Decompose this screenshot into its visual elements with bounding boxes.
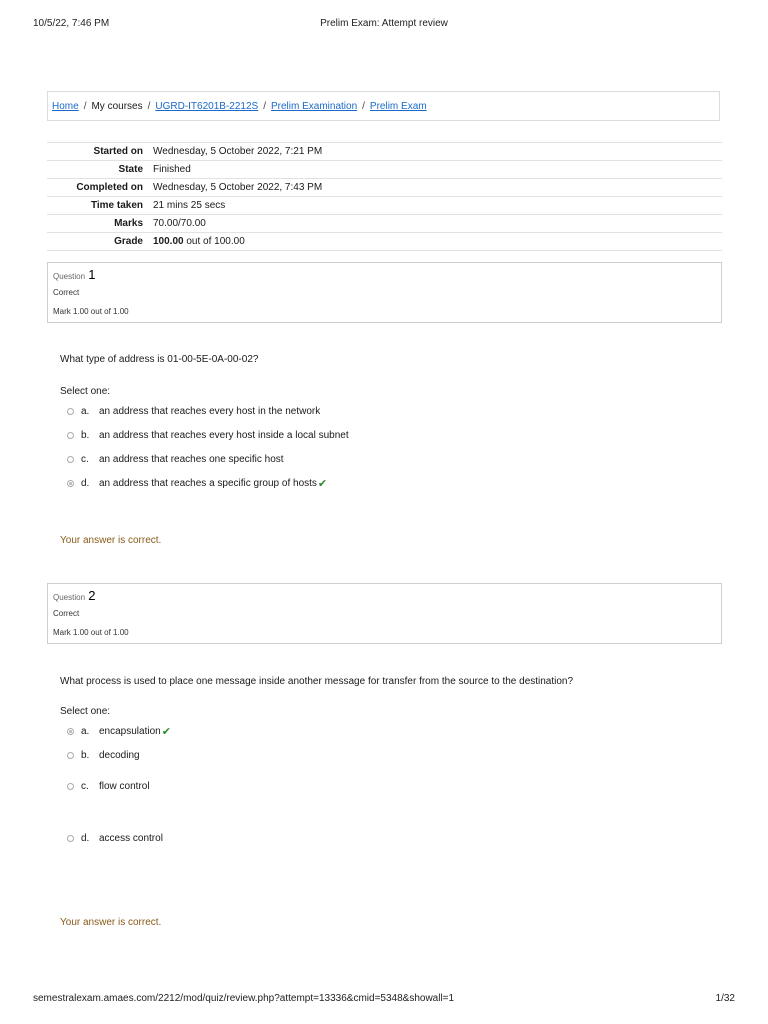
breadcrumb-home-link[interactable]: Home: [52, 100, 79, 112]
option-text: an address that reaches one specific host: [99, 454, 284, 465]
breadcrumb-course-link[interactable]: UGRD-IT6201B-2212S: [155, 100, 259, 112]
radio-button[interactable]: [67, 408, 74, 415]
breadcrumb: [47, 91, 720, 121]
summary-row-state: [47, 161, 722, 179]
print-page-title: Prelim Exam: Attempt review: [320, 18, 448, 29]
summary-value: 21 mins 25 secs: [147, 197, 722, 215]
question-number: 1: [88, 267, 96, 282]
question-text: What type of address is 01-00-5E-0A-00-02?: [60, 354, 259, 365]
radio-button[interactable]: [67, 783, 74, 790]
question-state: Correct: [53, 288, 80, 297]
summary-label: State: [47, 161, 147, 179]
summary-row-time-taken: [47, 197, 722, 215]
radio-button[interactable]: [67, 835, 74, 842]
summary-row-marks: [47, 215, 722, 233]
grade-score: 100.00: [153, 236, 184, 247]
radio-button[interactable]: [67, 456, 74, 463]
summary-label: Completed on: [47, 179, 147, 197]
radio-button[interactable]: [67, 432, 74, 439]
summary-label: Marks: [47, 215, 147, 233]
select-one-label: Select one:: [60, 706, 111, 717]
option-text: an address that reaches every host inside a local subnet: [99, 430, 349, 441]
summary-row-started: [47, 143, 722, 161]
option-letter: d.: [81, 478, 90, 489]
option-letter: a.: [81, 406, 90, 417]
question-mark: Mark 1.00 out of 1.00: [53, 307, 129, 316]
breadcrumb-separator: /: [362, 100, 365, 112]
radio-button-selected[interactable]: [67, 728, 74, 735]
answer-option-a[interactable]: [67, 725, 171, 738]
breadcrumb-section-link[interactable]: Prelim Examination: [270, 100, 358, 112]
option-letter: c.: [81, 454, 89, 465]
breadcrumb-separator: /: [83, 100, 87, 112]
option-letter: b.: [81, 430, 90, 441]
print-datetime: 10/5/22, 7:46 PM: [33, 18, 110, 29]
option-letter: b.: [81, 750, 90, 761]
option-letter: c.: [81, 781, 89, 792]
summary-label: Time taken: [47, 197, 147, 215]
breadcrumb-quiz-link[interactable]: Prelim Exam: [369, 100, 427, 112]
summary-row-grade: [47, 233, 722, 251]
question-label: Question: [53, 272, 86, 281]
question-number: 2: [88, 588, 96, 603]
answer-option-c[interactable]: [67, 781, 150, 792]
question-info-box: [47, 262, 722, 323]
option-text: flow control: [99, 781, 150, 792]
print-page-number: 1/32: [715, 993, 735, 1004]
option-letter: a.: [81, 726, 90, 737]
option-text: an address that reaches every host in the network: [99, 406, 321, 417]
answer-feedback: Your answer is correct.: [60, 535, 162, 546]
summary-value: Finished: [147, 161, 722, 179]
answer-option-a[interactable]: [67, 406, 320, 417]
summary-value: Wednesday, 5 October 2022, 7:21 PM: [147, 143, 722, 161]
answer-option-b[interactable]: [67, 430, 349, 441]
grade-out-of: out of 100.00: [183, 236, 245, 247]
breadcrumb-separator: /: [147, 100, 151, 112]
option-text: decoding: [99, 750, 140, 761]
correct-check-icon: ✔: [161, 726, 171, 738]
radio-button-selected[interactable]: [67, 480, 74, 487]
select-one-label: Select one:: [60, 386, 111, 397]
summary-label: Started on: [47, 143, 147, 161]
answer-option-d[interactable]: [67, 833, 163, 844]
summary-row-completed: [47, 179, 722, 197]
answer-option-d[interactable]: [67, 477, 327, 490]
summary-value: Wednesday, 5 October 2022, 7:43 PM: [147, 179, 722, 197]
answer-option-c[interactable]: [67, 454, 284, 465]
breadcrumb-my-courses: My courses: [91, 100, 143, 112]
option-letter: d.: [81, 833, 90, 844]
attempt-summary-table: [47, 142, 722, 251]
question-label: Question: [53, 593, 86, 602]
answer-feedback: Your answer is correct.: [60, 917, 162, 928]
option-text: an address that reaches a specific group of hosts: [99, 478, 317, 489]
summary-value: [147, 233, 722, 251]
print-footer-url: semestralexam.amaes.com/2212/mod/quiz/review.php?attempt=13336&cmid=5348&showall=1: [33, 993, 455, 1004]
option-text: encapsulation: [99, 726, 161, 737]
correct-check-icon: ✔: [317, 478, 328, 490]
summary-label: Grade: [47, 233, 147, 251]
radio-button[interactable]: [67, 752, 74, 759]
question-info-box: [47, 583, 722, 644]
answer-option-b[interactable]: [67, 750, 140, 761]
question-state: Correct: [53, 609, 80, 618]
question-text: What process is used to place one message inside another message for transfer from the source to the destination?: [60, 676, 574, 687]
breadcrumb-separator: /: [263, 100, 266, 112]
summary-value: 70.00/70.00: [147, 215, 722, 233]
question-mark: Mark 1.00 out of 1.00: [53, 628, 129, 637]
option-text: access control: [99, 833, 163, 844]
